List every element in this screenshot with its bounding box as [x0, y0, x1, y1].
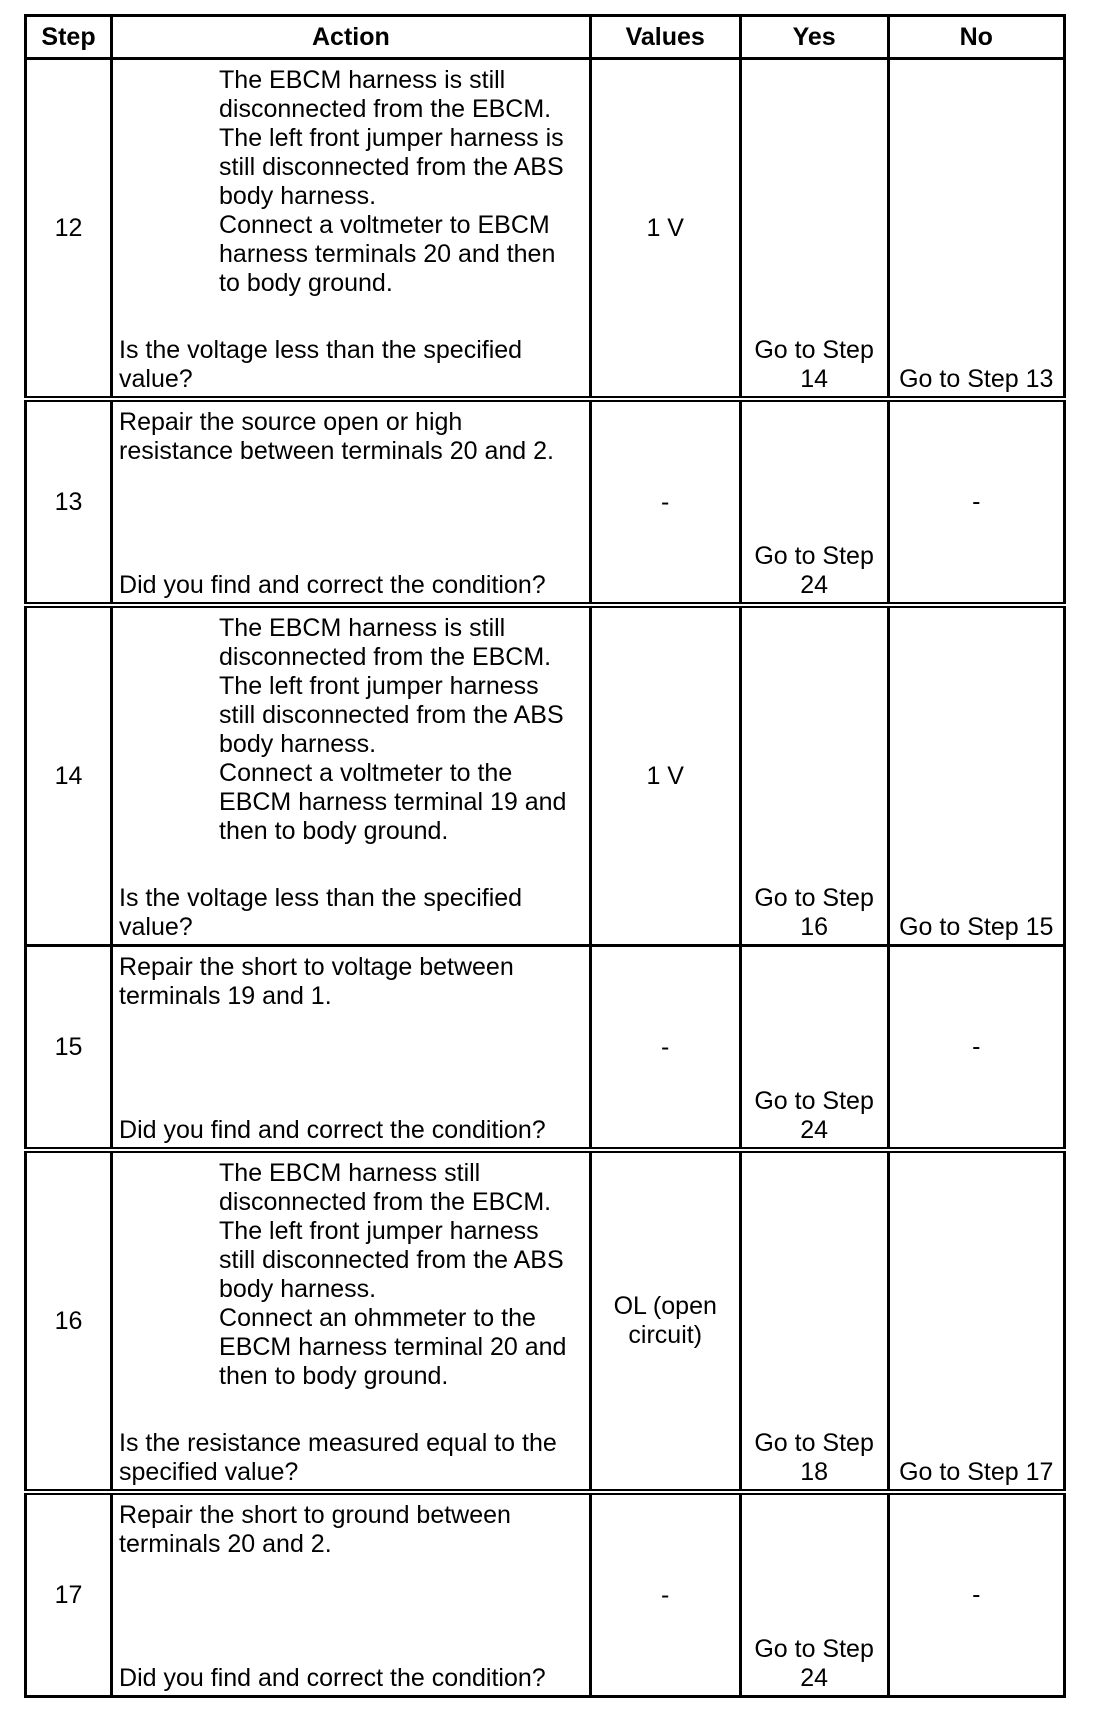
action-instructions: Repair the source open or high resistance between terminals 20 and 2.: [119, 408, 555, 465]
spec-value: -: [590, 946, 740, 1151]
yes-action: Go to Step 24: [754, 1087, 874, 1144]
no-cell: [888, 1492, 1064, 1697]
action-instructions: The EBCM harness still disconnected from the EBCM. The left front jumper harness still disconnected from the ABS body harness. Connect an ohmmeter to the EBCM harness terminal 20 and then to body ground.: [219, 1159, 567, 1390]
action-cell: [112, 1492, 591, 1697]
yes-cell: [740, 1492, 888, 1697]
yes-action: Go to Step 16: [754, 884, 874, 941]
table-row: [26, 1150, 1065, 1492]
yes-action: Go to Step 24: [754, 542, 874, 599]
step-number: 14: [26, 605, 112, 946]
header-values: Values: [590, 16, 740, 59]
header-step: Step: [26, 16, 112, 59]
yes-cell: [740, 605, 888, 946]
no-cell: [888, 399, 1064, 605]
table-row: [26, 946, 1065, 1151]
action-instructions: The EBCM harness is still disconnected from the EBCM. The left front jumper harness is still disconnected from the ABS body harness. Connect a voltmeter to EBCM harness terminals 20 and then to body ground.: [219, 66, 564, 297]
no-cell: [888, 1150, 1064, 1492]
spec-value: -: [590, 399, 740, 605]
header-yes: Yes: [740, 16, 888, 59]
action-instructions: Repair the short to voltage between terminals 19 and 1.: [119, 953, 514, 1010]
yes-cell: [740, 1150, 888, 1492]
step-number: 15: [26, 946, 112, 1151]
action-cell: [112, 946, 591, 1151]
header-row: [26, 16, 1065, 59]
table-row: [26, 1492, 1065, 1697]
no-cell: [888, 946, 1064, 1151]
step-number: 12: [26, 59, 112, 400]
action-cell: [112, 605, 591, 946]
spec-value: 1 V: [590, 59, 740, 400]
no-action: -: [972, 1580, 981, 1609]
step-number: 16: [26, 1150, 112, 1492]
action-question: Is the voltage less than the specified value?: [119, 884, 523, 941]
action-instructions: Repair the short to ground between terminals 20 and 2.: [119, 1501, 511, 1558]
yes-cell: [740, 59, 888, 400]
spec-value: OL (open circuit): [590, 1150, 740, 1492]
yes-action: Go to Step 24: [754, 1635, 874, 1692]
yes-action: Go to Step 14: [754, 336, 874, 393]
action-instructions: The EBCM harness is still disconnected from the EBCM. The left front jumper harness still disconnected from the ABS body harness. Connect a voltmeter to the EBCM harness terminal 19 and then to body ground.: [219, 614, 567, 845]
spec-value: -: [590, 1492, 740, 1697]
no-action: Go to Step 15: [899, 913, 1054, 941]
no-cell: [888, 59, 1064, 400]
no-action: -: [972, 487, 981, 516]
no-action: Go to Step 13: [899, 365, 1054, 393]
action-question: Did you find and correct the condition?: [119, 1664, 546, 1692]
step-number: 13: [26, 399, 112, 605]
no-action: Go to Step 17: [899, 1458, 1054, 1486]
table-row: [26, 59, 1065, 400]
step-number: 17: [26, 1492, 112, 1697]
spec-value: 1 V: [590, 605, 740, 946]
header-no: No: [888, 16, 1064, 59]
diagnostic-table: [24, 14, 1066, 1698]
action-cell: [112, 1150, 591, 1492]
action-question: Did you find and correct the condition?: [119, 1116, 546, 1144]
action-question: Is the resistance measured equal to the specified value?: [119, 1429, 557, 1486]
action-cell: [112, 59, 591, 400]
no-cell: [888, 605, 1064, 946]
action-question: Is the voltage less than the specified value?: [119, 336, 523, 393]
header-action: Action: [112, 16, 591, 59]
yes-action: Go to Step 18: [754, 1429, 874, 1486]
table-row: [26, 399, 1065, 605]
no-action: -: [972, 1032, 981, 1061]
action-question: Did you find and correct the condition?: [119, 571, 546, 599]
yes-cell: [740, 399, 888, 605]
table-row: [26, 605, 1065, 946]
action-cell: [112, 399, 591, 605]
yes-cell: [740, 946, 888, 1151]
